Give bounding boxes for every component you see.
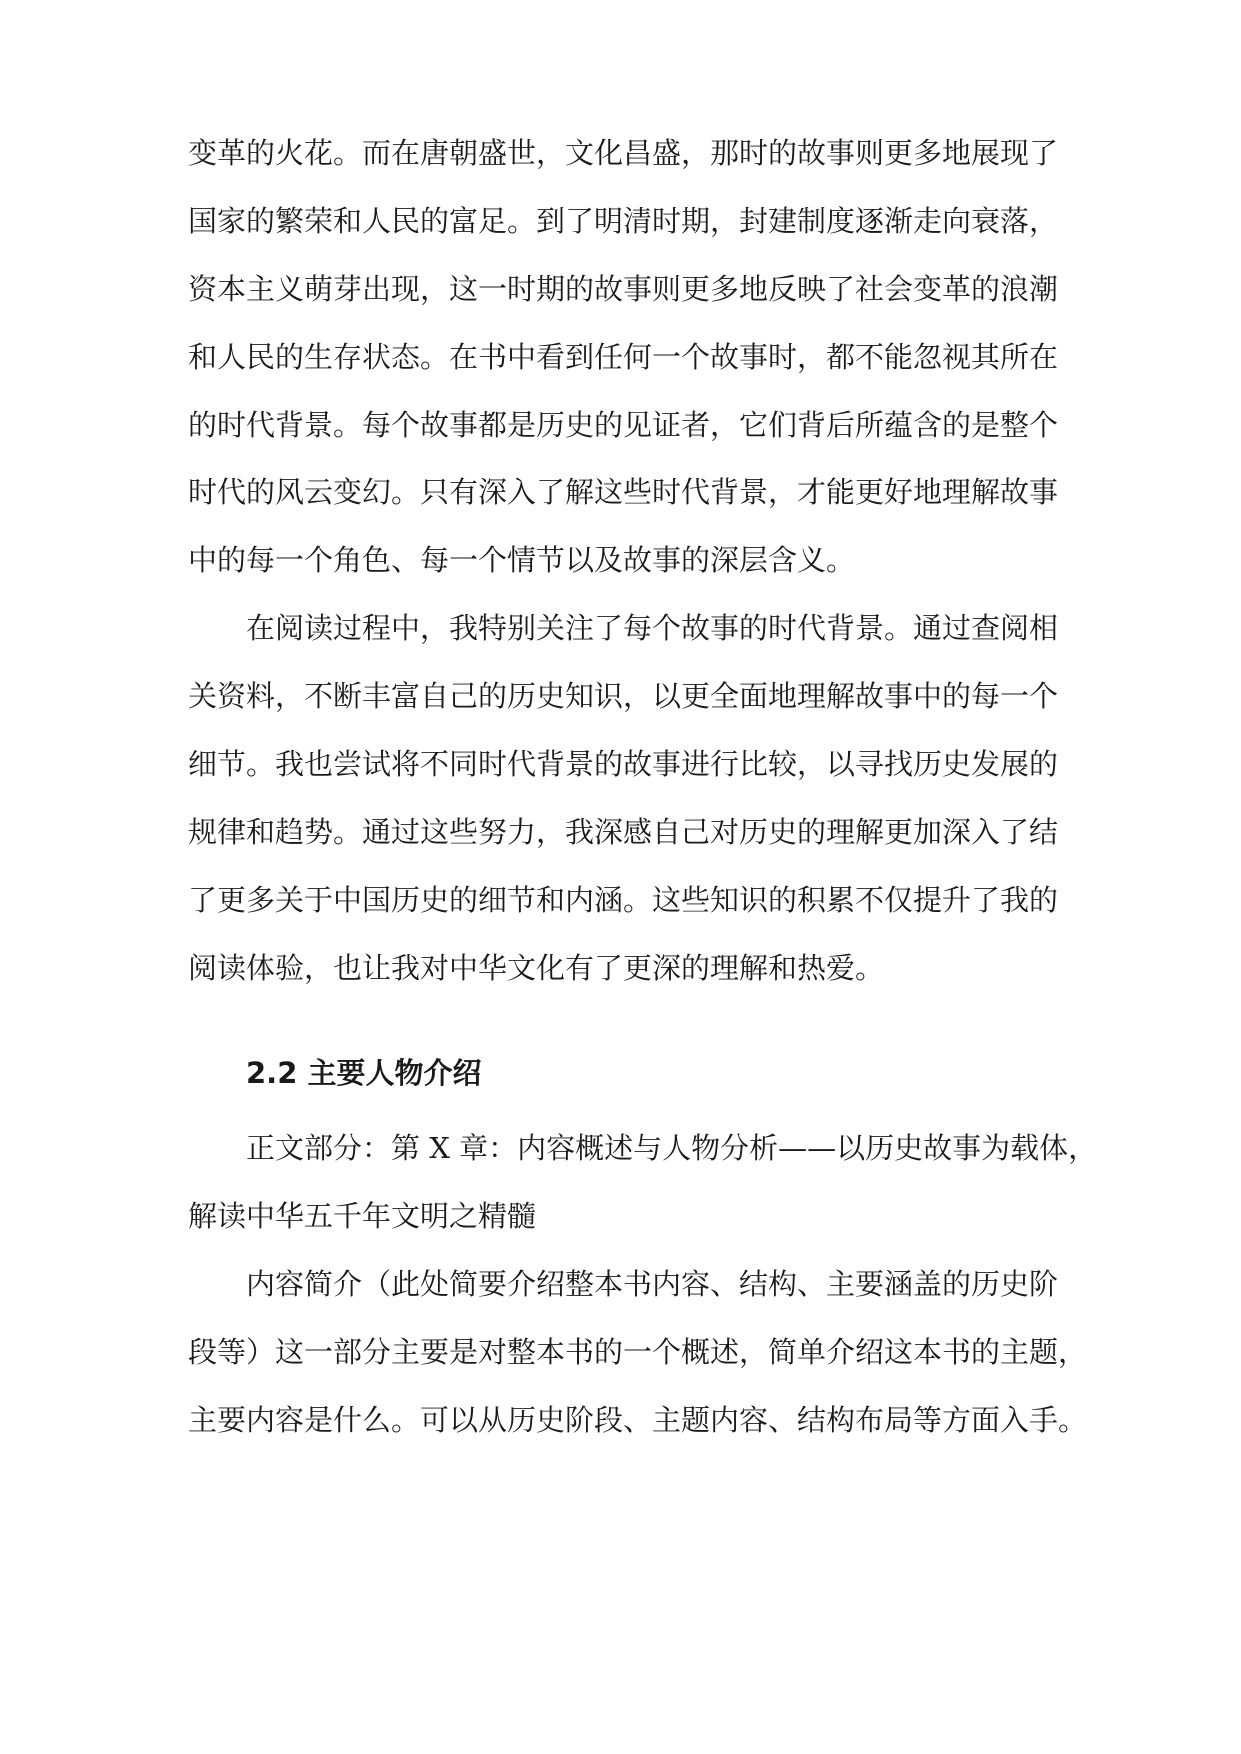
paragraph-1-line-2: 国家的繁荣和人民的富足。到了明清时期，封建制度逐渐走向衰落， [188, 204, 1059, 238]
paragraph-3-line-1: 正文部分：第 X 章：内容概述与人物分析——以历史故事为载体， [246, 1131, 1098, 1165]
paragraph-2-line-6: 阅读体验，也让我对中华文化有了更深的理解和热爱。 [188, 951, 885, 985]
paragraph-4-line-1: 内容简介（此处简要介绍整本书内容、结构、主要涵盖的历史阶 [246, 1267, 1059, 1301]
paragraph-1-line-7: 中的每一个角色、每一个情节以及故事的深层含义。 [188, 543, 856, 577]
section-heading: 2.2 主要人物介绍 [246, 1056, 482, 1090]
paragraph-2-line-3: 细节。我也尝试将不同时代背景的故事进行比较，以寻找历史发展的 [188, 747, 1059, 781]
paragraph-1-line-5: 的时代背景。每个故事都是历史的见证者，它们背后所蕴含的是整个 [188, 408, 1059, 442]
paragraph-2-line-2: 关资料，不断丰富自己的历史知识，以更全面地理解故事中的每一个 [188, 679, 1059, 713]
paragraph-4-line-3: 主要内容是什么。可以从历史阶段、主题内容、结构布局等方面入手。 [188, 1403, 1088, 1437]
paragraph-1-line-4: 和人民的生存状态。在书中看到任何一个故事时，都不能忽视其所在 [188, 340, 1059, 374]
paragraph-3-line-2: 解读中华五千年文明之精髓 [188, 1199, 537, 1233]
paragraph-2-line-4: 规律和趋势。通过这些努力，我深感自己对历史的理解更加深入了结 [188, 815, 1059, 849]
paragraph-1-line-1: 变革的火花。而在唐朝盛世，文化昌盛，那时的故事则更多地展现了 [188, 136, 1059, 170]
paragraph-4-line-2: 段等）这一部分主要是对整本书的一个概述，简单介绍这本书的主题， [188, 1335, 1088, 1369]
paragraph-1-line-3: 资本主义萌芽出现，这一时期的故事则更多地反映了社会变革的浪潮 [188, 272, 1059, 306]
paragraph-2-line-1: 在阅读过程中，我特别关注了每个故事的时代背景。通过查阅相 [246, 611, 1059, 645]
paragraph-2-line-5: 了更多关于中国历史的细节和内涵。这些知识的积累不仅提升了我的 [188, 883, 1059, 917]
paragraph-1-line-6: 时代的风云变幻。只有深入了解这些时代背景，才能更好地理解故事 [188, 475, 1059, 509]
